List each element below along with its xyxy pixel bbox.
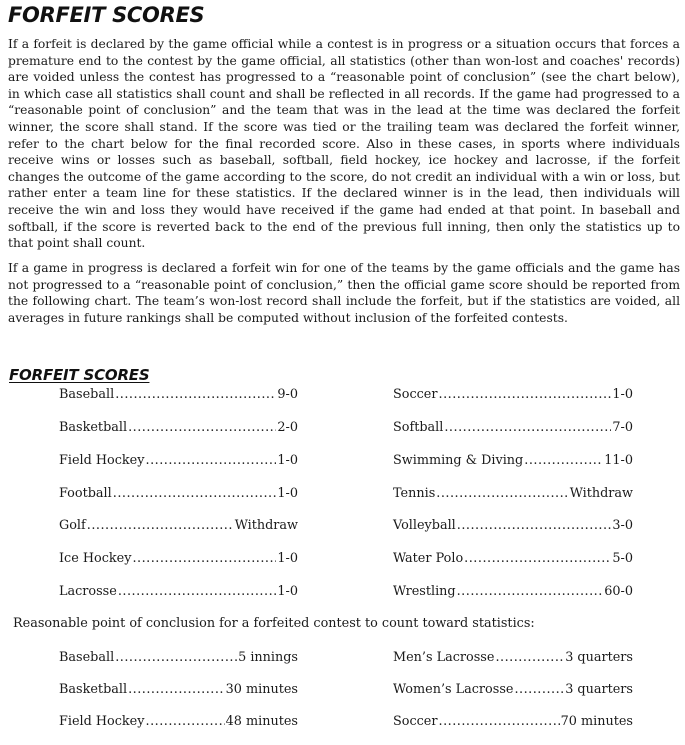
sport-name: Softball: [393, 420, 444, 435]
sport-name: Swimming & Diving: [393, 453, 524, 468]
conclusion-point: 3 quarters: [565, 682, 633, 697]
score-row: [393, 551, 633, 566]
forfeit-score: 1-0: [277, 453, 298, 468]
forfeit-score: 1-0: [277, 584, 298, 599]
conclusion-row: [393, 650, 633, 665]
leader-dots: [115, 650, 237, 665]
leader-dots: [87, 518, 234, 533]
conclusion-row: [59, 650, 298, 665]
forfeit-paragraph: If a game in progress is declared a forfeit win for one of the teams by the game officials and the game has not progressed to a “reasonable point of conclusion,” then the official game score should be reported from the following chart. The team’s won-lost record shall include the forfeit, but if the statistics are voided, all averages in future rankings shall be computed without inclusion of the forfeited contests.: [8, 261, 680, 325]
forfeit-score: 5-0: [612, 551, 633, 566]
forfeit-score: 1-0: [612, 387, 633, 402]
forfeit-score: 60-0: [604, 584, 633, 599]
sport-name: Lacrosse: [59, 584, 117, 599]
sport-name: Golf: [59, 518, 86, 533]
sport-name: Ice Hockey: [59, 551, 132, 566]
leader-dots: [146, 453, 277, 468]
score-row: [393, 420, 633, 435]
forfeit-score: 11-0: [604, 453, 633, 468]
score-row: [59, 584, 298, 599]
conclusion-point: 48 minutes: [225, 714, 298, 729]
sport-name: Tennis: [393, 486, 436, 501]
sport-name: Baseball: [59, 650, 115, 665]
score-row: [59, 486, 298, 501]
leader-dots: [128, 682, 225, 697]
conclusion-row: [393, 714, 633, 729]
score-row: [59, 420, 298, 435]
score-row: [393, 584, 633, 599]
conclusion-heading: Reasonable point of conclusion for a forfeited contest to count toward statistics:: [13, 616, 535, 631]
intro-paragraph: If a forfeit is declared by the game official while a contest is in progress or a situation occurs that forces a premature end to the contest by the game official, all statistics (other than won-lost and coaches' records) are voided unless the contest has progressed to a “reasonable point of conclusion” (see the chart below), in which case all statistics shall count and shall be reflected in all records. If the game had progressed to a “reasonable point of conclusion” and the team that was in the lead at the time was declared the forfeit winner, the score shall stand. If the score was tied or the trailing team was declared the forfeit winner, refer to the chart below for the final recorded score. Also in these cases, in sports where individuals receive wins or losses such as baseball, softball, field hockey, ice hockey and lacrosse, if the forfeit changes the outcome of the game according to the score, do not credit an individual with a win or loss, but rather enter a team line for these statistics. If the declared winner is in the lead, then individuals will receive the win and loss they would have received if the game had ended at that point. In baseball and softball, if the score is reverted back to the end of the previous full inning, then only the statistics up to that point shall count.: [8, 37, 680, 251]
conclusion-point: 3 quarters: [565, 650, 633, 665]
score-row: [59, 551, 298, 566]
leader-dots: [113, 486, 277, 501]
forfeit-score: 2-0: [277, 420, 298, 435]
forfeit-score: 9-0: [277, 387, 298, 402]
sport-name: Basketball: [59, 420, 128, 435]
conclusion-row: [393, 682, 633, 697]
leader-dots: [457, 518, 612, 533]
conclusion-point: 30 minutes: [225, 682, 298, 697]
sport-name: Soccer: [393, 387, 438, 402]
conclusion-point: 70 minutes: [560, 714, 633, 729]
score-row: [59, 453, 298, 468]
leader-dots: [495, 650, 564, 665]
conclusion-row: [59, 682, 298, 697]
sport-name: Women’s Lacrosse: [393, 682, 514, 697]
leader-dots: [439, 714, 560, 729]
sport-name: Volleyball: [393, 518, 456, 533]
sport-name: Water Polo: [393, 551, 464, 566]
page-title: FORFEIT SCORES: [8, 3, 205, 27]
conclusion-point: 5 innings: [238, 650, 298, 665]
sport-name: Field Hockey: [59, 714, 145, 729]
sport-name: Basketball: [59, 682, 128, 697]
score-row: [393, 387, 633, 402]
score-row: [59, 387, 298, 402]
score-row: [59, 518, 298, 533]
leader-dots: [439, 387, 612, 402]
sport-name: Soccer: [393, 714, 438, 729]
forfeit-score: Withdraw: [234, 518, 298, 533]
leader-dots: [128, 420, 276, 435]
leader-dots: [464, 551, 611, 566]
sport-name: Field Hockey: [59, 453, 145, 468]
leader-dots: [118, 584, 277, 599]
forfeit-score: 3-0: [612, 518, 633, 533]
leader-dots: [524, 453, 603, 468]
sport-name: Baseball: [59, 387, 115, 402]
leader-dots: [436, 486, 568, 501]
forfeit-score: 1-0: [277, 551, 298, 566]
leader-dots: [146, 714, 225, 729]
forfeit-score: 1-0: [277, 486, 298, 501]
scores-heading: FORFEIT SCORES: [9, 366, 150, 384]
leader-dots: [444, 420, 611, 435]
sport-name: Wrestling: [393, 584, 456, 599]
score-row: [393, 453, 633, 468]
leader-dots: [457, 584, 604, 599]
leader-dots: [514, 682, 564, 697]
leader-dots: [132, 551, 276, 566]
leader-dots: [115, 387, 276, 402]
forfeit-score: 7-0: [612, 420, 633, 435]
conclusion-row: [59, 714, 298, 729]
sport-name: Men’s Lacrosse: [393, 650, 495, 665]
sport-name: Football: [59, 486, 112, 501]
forfeit-score: Withdraw: [569, 486, 633, 501]
score-row: [393, 486, 633, 501]
score-row: [393, 518, 633, 533]
